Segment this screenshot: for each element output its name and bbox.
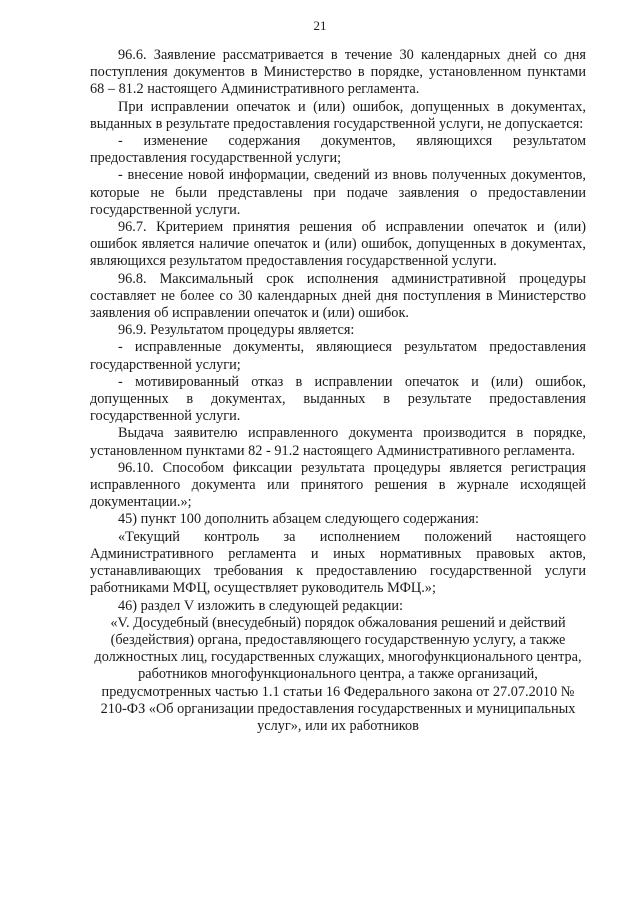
list-item-refusal: - мотивированный отказ в исправлении опечаток и (или) ошибок, допущенных в документах, выданных в результате предоставления государственной услуги. bbox=[90, 373, 586, 425]
paragraph-96-7: 96.7. Критерием принятия решения об исправлении опечаток и (или) ошибок является наличие опечаток и (или) ошибок, допущенных в документах, являющихся результатом предоставления государственной услуги. bbox=[90, 219, 586, 270]
list-item-content-change: - изменение содержания документов, являющихся результатом предоставления государственной услуги; bbox=[90, 133, 586, 167]
list-item-new-info: - внесение новой информации, сведений из вновь полученных документов, которые не были представлены при подаче заявления о предоставлении государственной услуги. bbox=[90, 167, 586, 218]
page-number: 21 bbox=[313, 18, 327, 33]
document-body bbox=[90, 47, 586, 735]
paragraph-item-46: 46) раздел V изложить в следующей редакции: bbox=[118, 597, 404, 614]
paragraph-96-6: 96.6. Заявление рассматривается в течение 30 календарных дней со дня поступления документов в Министерство в порядке, установленном пунктами 68 – 81.2 настоящего Административного регламента. bbox=[90, 47, 586, 98]
paragraph-96-10: 96.10. Способом фиксации результата процедуры является регистрация исправленного документа или принятого решения в журнале исходящей документации.»; bbox=[90, 459, 586, 511]
paragraph-corrections-intro: При исправлении опечаток и (или) ошибок, допущенных в документах, выданных в результате предоставления государственной услуги, не допускается: bbox=[90, 98, 586, 132]
paragraph-96-8: 96.8. Максимальный срок исполнения административной процедуры составляет не более со 30 календарных дней дня поступления в Министерство заявления об исправлении опечаток и (или) ошибок. bbox=[90, 270, 586, 322]
paragraph-current-control: «Текущий контроль за исполнением положений настоящего Административного регламента и иных нормативных правовых актов, устанавливающих требования к предоставлению государственной услуги работниками МФЦ, осуществляет руководитель МФЦ.»; bbox=[90, 528, 586, 597]
paragraph-item-45: 45) пункт 100 дополнить абзацем следующего содержания: bbox=[118, 511, 479, 528]
section-v-heading: «V. Досудебный (внесудебный) порядок обжалования решений и действий (бездействия) органа, предоставляющего государственную услугу, а также должностных лиц, государственных служащих, многофункционального центра, работников многофункционального центра, а также организаций, предусмотренных частью 1.1 статьи 16 Федерального закона от 27.07.2010 № 210-ФЗ «Об организации предоставления государственных и муниципальных услуг», или их работников bbox=[94, 614, 582, 734]
paragraph-96-9: 96.9. Результатом процедуры является: bbox=[118, 322, 355, 339]
paragraph-issuance: Выдача заявителю исправленного документа производится в порядке, установленном пунктами 82 - 91.2 настоящего Административного регламента. bbox=[90, 425, 586, 459]
list-item-corrected-docs: - исправленные документы, являющиеся результатом предоставления государственной услуги; bbox=[90, 339, 586, 373]
